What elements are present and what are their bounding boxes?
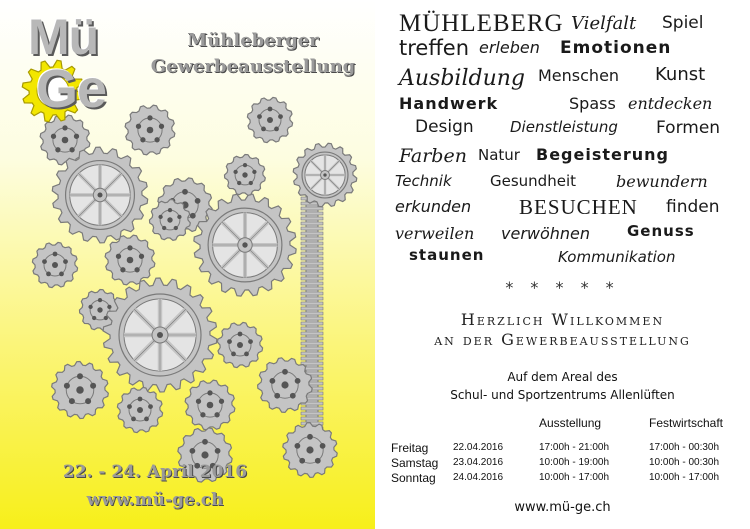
cloud-word: MÜHLEBERG — [399, 10, 564, 37]
cloud-word: treffen — [399, 36, 470, 60]
cloud-word: bewundern — [616, 172, 708, 191]
cloud-word: BESUCHEN — [519, 195, 638, 219]
location-line-2: Schul- und Sportzentrums Allenlüften — [450, 388, 675, 402]
header-ausstellung: Ausstellung — [539, 416, 602, 430]
row-festwirtschaft: 17:00h - 00:30h — [649, 442, 720, 453]
gear — [125, 105, 175, 155]
logo-text-top: Mü — [28, 9, 99, 65]
row-day: Freitag — [391, 440, 429, 455]
row-ausstellung: 17:00h - 21:00h — [539, 442, 610, 453]
cloud-word: Menschen — [538, 66, 620, 85]
headline-line-1: Mühleberger — [187, 30, 319, 51]
flyer-right-panel — [375, 0, 750, 529]
gear — [217, 322, 262, 367]
opening-hours-table — [391, 416, 749, 485]
cloud-word: verweilen — [395, 224, 475, 243]
cloud-word: entdecken — [628, 94, 713, 113]
row-date: 23.04.2016 — [453, 457, 504, 468]
table-row — [391, 440, 749, 455]
cloud-word: staunen — [409, 246, 485, 264]
separator-stars: * * * * * — [505, 278, 620, 297]
welcome-line-1: Herzlich Willkommen — [460, 310, 665, 329]
header-day — [391, 416, 453, 440]
row-day: Samstag — [391, 455, 439, 470]
cloud-word: Genuss — [627, 222, 695, 240]
gear — [103, 278, 217, 392]
cloud-word: Kunst — [655, 64, 706, 85]
row-festwirtschaft: 10:00h - 00:30h — [649, 457, 720, 468]
gear — [52, 147, 147, 243]
row-date: 24.04.2016 — [453, 472, 504, 483]
row-ausstellung: 10:00h - 19:00h — [539, 457, 610, 468]
cloud-word: Vielfalt — [571, 13, 637, 34]
gear — [283, 423, 337, 478]
cloud-word: Begeisterung — [536, 145, 669, 164]
row-festwirtschaft: 10:00h - 17:00h — [649, 472, 720, 483]
gear — [185, 380, 235, 430]
header-date — [453, 416, 539, 440]
location-line-1: Auf dem Areal des — [507, 370, 618, 384]
cloud-word: Natur — [478, 146, 520, 164]
cloud-word: Ausbildung — [399, 66, 526, 91]
table-header-row — [391, 416, 749, 440]
table-row — [391, 470, 749, 485]
cloud-word: Kommunikation — [558, 248, 676, 266]
cloud-word: Dienstleistung — [510, 118, 618, 136]
logo-text-bottom: Ge — [36, 59, 107, 119]
cloud-word: Emotionen — [560, 38, 672, 58]
header-festwirtschaft: Festwirtschaft — [649, 416, 724, 430]
row-date: 22.04.2016 — [453, 442, 504, 453]
gear — [32, 242, 77, 287]
cloud-word: erleben — [479, 38, 540, 57]
row-day: Sonntag — [391, 470, 436, 485]
gear — [52, 362, 109, 419]
welcome-line-2: an der Gewerbeausstellung — [434, 330, 691, 349]
gear — [247, 97, 292, 142]
event-dates: 22. - 24. April 2016 — [62, 462, 248, 482]
cloud-word: Handwerk — [399, 94, 499, 113]
table-row — [391, 455, 749, 470]
gear — [117, 387, 162, 432]
cloud-word: Design — [415, 117, 474, 137]
gear — [224, 154, 265, 195]
gear — [194, 194, 296, 296]
cloud-word: verwöhnen — [501, 224, 591, 243]
website-right: www.mü-ge.ch — [514, 500, 611, 515]
headline-line-2: Gewerbeausstellung — [150, 56, 356, 77]
row-ausstellung: 10:00h - 17:00h — [539, 472, 610, 483]
cloud-word: Spiel — [662, 13, 704, 33]
cloud-word: Spass — [569, 94, 616, 113]
cloud-word: finden — [666, 197, 720, 217]
website-left: www.mü-ge.ch — [86, 490, 224, 510]
cloud-word: Formen — [656, 118, 721, 138]
cloud-word: Farben — [399, 145, 467, 167]
gear — [105, 235, 155, 285]
cloud-word: erkunden — [395, 197, 472, 216]
cloud-word: Gesundheit — [490, 172, 576, 190]
cloud-word: Technik — [395, 172, 452, 190]
